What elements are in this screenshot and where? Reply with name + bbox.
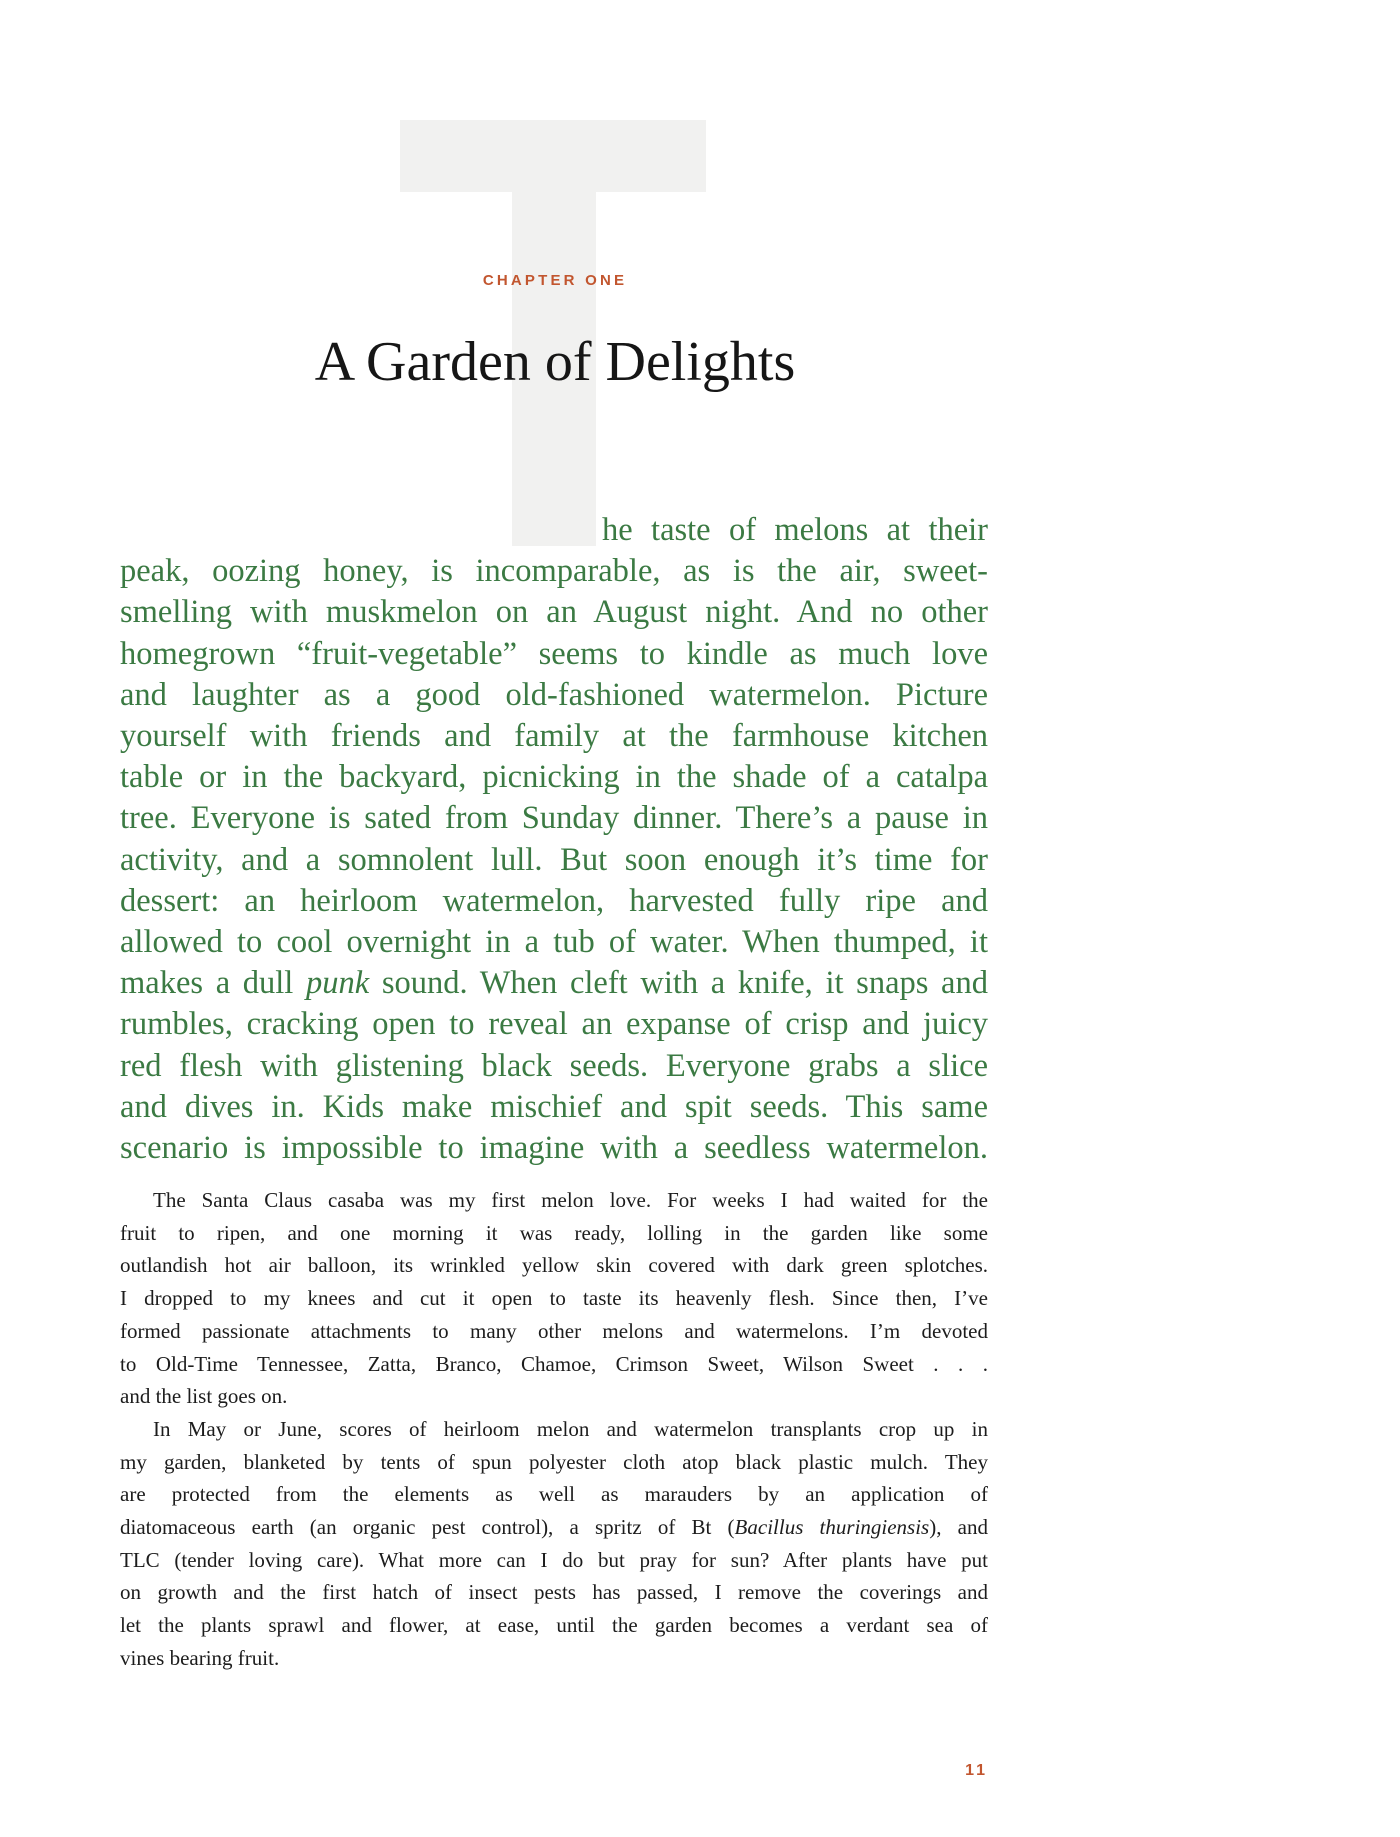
lead-line: rumbles, cracking open to reveal an expanse of crisp and juicy: [120, 1006, 988, 1043]
body-line: and the list goes on.: [120, 1384, 288, 1409]
body-line-italic: Bacillus thuringiensis: [734, 1515, 930, 1540]
lead-line: table or in the backyard, picnicking in the shade of a catalpa: [120, 759, 988, 796]
lead-line-text: makes a dull: [120, 965, 306, 1002]
lead-line: [120, 963, 988, 1004]
lead-line: dessert: an heirloom watermelon, harvested fully ripe and: [120, 882, 988, 919]
body-line: I dropped to my knees and cut it open to taste its heavenly flesh. Since then, I’ve: [120, 1286, 988, 1311]
drop-cap-crossbar: [400, 120, 706, 192]
body-line: fruit to ripen, and one morning it was ready, lolling in the garden like some: [120, 1220, 988, 1245]
lead-line: allowed to cool overnight in a tub of water. When thumped, it: [120, 924, 988, 961]
chapter-label: CHAPTER ONE: [482, 272, 628, 289]
lead-line: smelling with muskmelon on an August night. And no other: [120, 594, 988, 631]
lead-line: red flesh with glistening black seeds. Everyone grabs a slice: [120, 1047, 988, 1084]
body-line: TLC (tender loving care). What more can I do but pray for sun? After plants have put: [120, 1547, 988, 1572]
lead-line-italic: punk: [306, 965, 370, 1002]
lead-line: activity, and a somnolent lull. But soon enough it’s time for: [120, 841, 988, 878]
lead-line: he taste of melons at their: [602, 512, 988, 548]
lead-line: yourself with friends and family at the farmhouse kitchen: [120, 718, 988, 755]
body-line: The Santa Claus casaba was my first melon love. For weeks I had waited for the: [153, 1188, 988, 1212]
body-paragraph: [120, 1184, 988, 1413]
lead-line: tree. Everyone is sated from Sunday dinner. There’s a pause in: [120, 800, 988, 837]
lead-line: homegrown “fruit-vegetable” seems to kindle as much love: [120, 635, 988, 672]
lead-line: and laughter as a good old-fashioned watermelon. Picture: [120, 676, 988, 713]
page-number: 11: [965, 1762, 988, 1779]
body-line: outlandish hot air balloon, its wrinkled yellow skin covered with dark green splotches.: [120, 1253, 988, 1278]
body-line: on growth and the first hatch of insect pests has passed, I remove the coverings and: [120, 1580, 988, 1605]
body-line: formed passionate attachments to many other melons and watermelons. I’m devoted: [120, 1318, 988, 1343]
body-line: to Old-Time Tennessee, Zatta, Branco, Chamoe, Crimson Sweet, Wilson Sweet . . .: [120, 1351, 988, 1376]
body-text: [120, 1184, 988, 1675]
body-line: In May or June, scores of heirloom melon and watermelon transplants crop up in: [153, 1416, 988, 1441]
body-line: vines bearing fruit.: [120, 1645, 280, 1670]
body-line: are protected from the elements as well as marauders by an application of: [120, 1482, 988, 1507]
lead-line-text: sound. When cleft with a knife, it snaps and: [369, 965, 988, 1002]
lead-paragraph: [120, 510, 988, 1169]
chapter-title: A Garden of Delights: [314, 331, 796, 393]
body-line-text: diatomaceous earth (an organic pest control), a spritz of Bt (: [120, 1515, 735, 1540]
body-line-text: ), and: [929, 1515, 988, 1540]
body-paragraph: [120, 1413, 988, 1675]
body-line: my garden, blanketed by tents of spun polyester cloth atop black plastic mulch. They: [120, 1449, 988, 1474]
lead-line: and dives in. Kids make mischief and spit seeds. This same: [120, 1088, 988, 1125]
lead-line: peak, oozing honey, is incomparable, as is the air, sweet-: [120, 553, 988, 590]
body-line: let the plants sprawl and flower, at ease, until the garden becomes a verdant sea of: [120, 1613, 988, 1638]
body-line: [120, 1511, 988, 1544]
lead-line: scenario is impossible to imagine with a seedless watermelon.: [120, 1130, 988, 1167]
